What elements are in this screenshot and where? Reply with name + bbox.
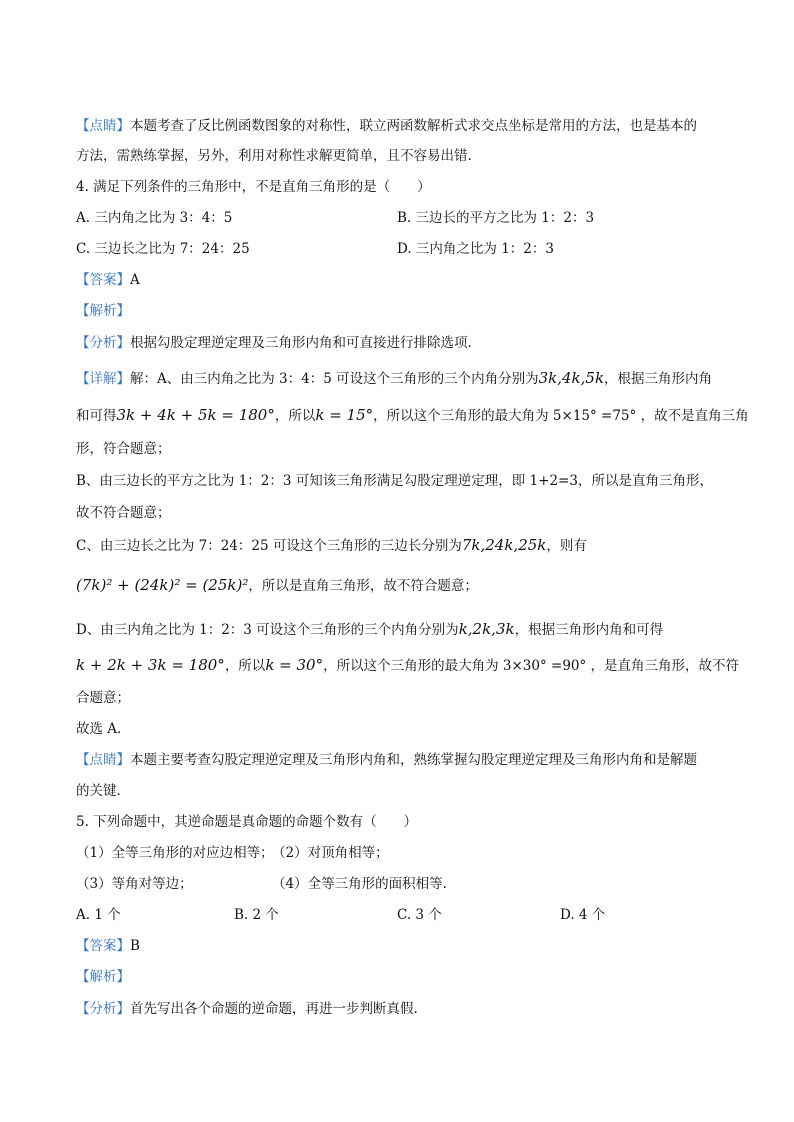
q5-option-b: B. 2 个 (234, 907, 279, 923)
q4-detail-c-line-2 (76, 576, 478, 595)
q4-fenxi-text: 根据勾股定理逆定理及三角形内角和可直接进行排除选项. (130, 335, 472, 351)
dianjing-line-2: 方法，需熟练掌握，另外，利用对称性求解更简单，且不容易出错. (76, 148, 472, 164)
q5-jiexi-tag: 【解析】 (76, 969, 130, 985)
q4-answer-tag: 【答案】 (76, 272, 130, 288)
q4-detail-a2-math2: k = 15° (315, 406, 374, 424)
dianjing-line-1 (76, 117, 697, 135)
q5-fenxi-text: 首先写出各个命题的逆命题，再进一步判断真假. (130, 1001, 418, 1017)
q4-answer (76, 271, 140, 289)
q5-answer (76, 937, 140, 955)
q4-dianjing-text-1: 本题主要考查勾股定理逆定理及三角形内角和，熟练掌握勾股定理逆定理及三角形内角和是解题 (130, 752, 697, 768)
q4-stem: 4. 满足下列条件的三角形中，不是直角三角形的是（ ） (76, 179, 431, 195)
q4-detail-a2-math1: 3k + 4k + 5k = 180° (116, 406, 275, 424)
q4-detail-d-line-1 (76, 620, 663, 639)
q4-answer-value: A (130, 272, 140, 288)
q4-detail-c2-post: ，所以是直角三角形，故不符合题意； (248, 578, 478, 594)
q4-dianjing-line-2: 的关键. (76, 783, 121, 799)
q4-detail-d-line-3: 合题意； (76, 690, 130, 706)
q4-detail-a1-pre: 解：A、由三内角之比为 3：4：5 可设这个三角形的三个内角分别为 (130, 371, 539, 387)
q4-conclusion: 故选 A. (76, 721, 122, 737)
q4-option-b: B. 三边长的平方之比为 1：2：3 (397, 210, 595, 226)
q4-detail-d2-math1: k + 2k + 3k = 180° (76, 656, 225, 674)
q5-option-a: A. 1 个 (76, 907, 121, 923)
q4-option-d: D. 三内角之比为 1：2：3 (397, 241, 554, 257)
q4-detail-a1-post: ，根据三角形内角 (604, 371, 713, 387)
q5-item-1: （1）全等三角形的对应边相等； (76, 845, 274, 861)
q4-detail-c1-pre: C、由三边长之比为 7：24：25 可设这个三角形的三边长分别为 (76, 538, 462, 554)
q4-detail-d2-math2: k = 30° (265, 656, 324, 674)
q4-detail-a2-post: ，所以这个三角形的最大角为 5×15° =75° ，故不是直角三角 (373, 408, 749, 424)
q5-answer-tag: 【答案】 (76, 938, 130, 954)
q4-detail-b-line-1: B、由三边长的平方之比为 1：2：3 可知该三角形满足勾股定理逆定理，即 1+2=3，所以是直角三角形， (76, 473, 713, 489)
q5-stem: 5. 下列命题中，其逆命题是真命题的命题个数有（ ） (76, 814, 418, 830)
q4-detail-c-line-1 (76, 536, 587, 555)
q4-option-c: C. 三边长之比为 7：24：25 (76, 241, 250, 257)
q5-option-c: C. 3 个 (397, 907, 442, 923)
q4-detail-tag: 【详解】 (76, 371, 130, 387)
q5-fenxi (76, 1000, 418, 1018)
q5-item-3: （3）等角对等边； (76, 876, 193, 892)
q4-detail-a1-math: 3k,4k,5k (538, 369, 605, 387)
q4-detail-c1-post: ，则有 (546, 538, 587, 554)
q4-detail-d-line-2 (76, 656, 739, 675)
q5-jiexi (76, 968, 130, 986)
q4-detail-a-line-2 (76, 406, 749, 425)
q4-detail-d2-post: ，所以这个三角形的最大角为 3×30° =90° ，是直角三角形，故不符 (323, 658, 740, 674)
q5-answer-value: B (130, 938, 140, 954)
q4-detail-d1-math: k,2k,3k (458, 620, 515, 638)
q4-jiexi (76, 302, 130, 320)
q4-detail-a2-mid: ，所以 (274, 408, 316, 424)
dianjing-tag: 【点睛】 (76, 118, 130, 134)
q5-item-4: （4）全等三角形的面积相等. (272, 876, 447, 892)
q4-detail-a2-pre: 和可得 (76, 408, 117, 424)
q5-item-2: （2）对顶角相等； (272, 845, 389, 861)
q5-fenxi-tag: 【分析】 (76, 1001, 130, 1017)
q4-detail-c2-math: (7k)² + (24k)² = (25k)² (76, 576, 249, 594)
q5-option-d: D. 4 个 (560, 907, 606, 923)
q4-option-a: A. 三内角之比为 3：4：5 (76, 210, 233, 226)
q4-detail-d2-mid: ，所以 (224, 658, 266, 674)
q4-fenxi-tag: 【分析】 (76, 335, 130, 351)
q4-detail-a-line-3: 形，符合题意； (76, 441, 171, 457)
q4-dianjing-line-1 (76, 751, 697, 769)
q4-fenxi (76, 334, 472, 352)
q4-detail-d1-pre: D、由三内角之比为 1：2：3 可设这个三角形的三个内角分别为 (76, 622, 459, 638)
q4-detail-b-line-2: 故不符合题意； (76, 505, 171, 521)
q4-detail-c1-math: 7k,24k,25k (461, 536, 547, 554)
dianjing-text-1: 本题考查了反比例函数图象的对称性，联立两函数解析式求交点坐标是常用的方法，也是基本的 (130, 118, 697, 134)
q4-dianjing-tag: 【点睛】 (76, 752, 130, 768)
q4-detail-a-line-1 (76, 369, 712, 388)
q4-detail-d1-post: ，根据三角形内角和可得 (514, 622, 664, 638)
q4-jiexi-tag: 【解析】 (76, 303, 130, 319)
